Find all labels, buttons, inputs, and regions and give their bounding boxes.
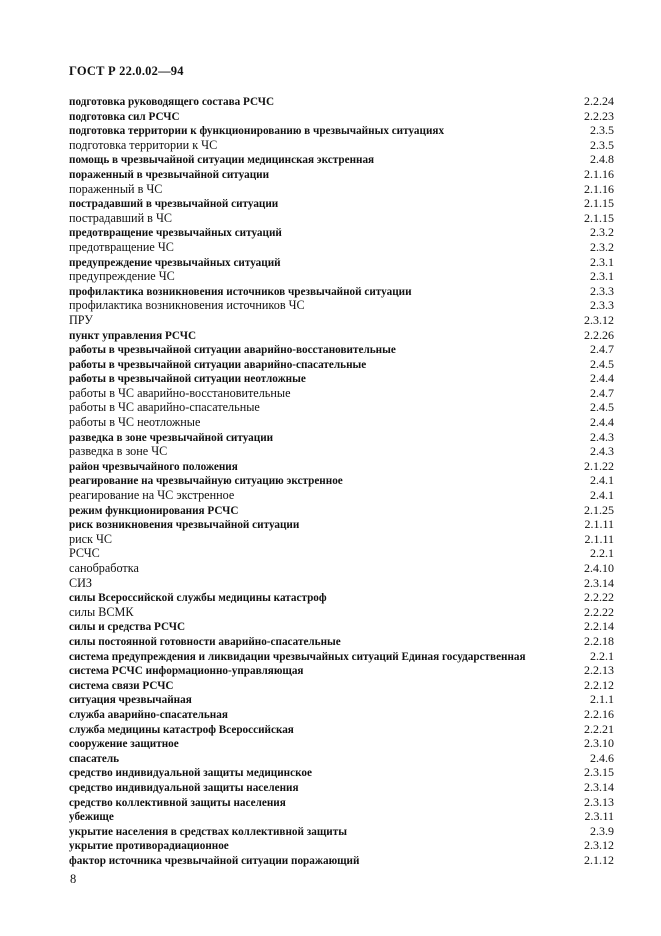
- index-term: силы ВСМК: [69, 604, 134, 619]
- index-entry: [69, 473, 614, 488]
- index-reference: 2.3.5: [590, 137, 614, 152]
- terms-index-list: [69, 94, 614, 867]
- index-reference: 2.1.15: [584, 196, 614, 211]
- index-term: РСЧС: [69, 546, 100, 561]
- index-term: район чрезвычайного положения: [69, 460, 238, 473]
- index-entry: [69, 605, 614, 620]
- index-term: пораженный в чрезвычайной ситуации: [69, 168, 270, 181]
- index-entry: [69, 196, 614, 211]
- index-entry: [69, 692, 614, 707]
- index-term: режим функционирования РСЧС: [69, 504, 239, 517]
- index-term: предупреждение ЧС: [69, 269, 175, 284]
- index-term: подготовка сил РСЧС: [69, 110, 180, 123]
- index-reference: 2.2.1: [590, 546, 614, 561]
- index-reference: 2.3.3: [590, 298, 614, 313]
- index-entry: [69, 400, 614, 415]
- index-reference: 2.4.3: [590, 444, 614, 459]
- index-entry: [69, 357, 614, 372]
- index-term: служба медицины катастроф Всероссийская: [69, 723, 294, 736]
- index-entry: [69, 707, 614, 722]
- index-term: профилактика возникновения источников ЧС: [69, 298, 305, 313]
- index-term: пункт управления РСЧС: [69, 329, 197, 342]
- index-reference: 2.2.1: [590, 648, 614, 663]
- index-reference: 2.2.21: [584, 721, 614, 736]
- index-reference: 2.1.16: [584, 181, 614, 196]
- index-reference: 2.4.5: [590, 356, 614, 371]
- index-term: санобработка: [69, 561, 139, 575]
- index-reference: 2.2.22: [584, 590, 614, 605]
- index-reference: 2.4.7: [590, 342, 614, 357]
- index-reference: 2.3.15: [584, 765, 614, 780]
- index-term: система предупреждения и ликвидации чрезвычайных ситуаций Единая государственная: [69, 650, 526, 663]
- index-reference: 2.2.22: [584, 604, 614, 619]
- index-entry: [69, 751, 614, 766]
- index-reference: 2.3.1: [590, 254, 614, 269]
- index-entry: [69, 488, 614, 503]
- index-reference: 2.4.6: [590, 750, 614, 765]
- index-term: укрытие противорадиационное: [69, 840, 229, 853]
- index-reference: 2.1.16: [584, 166, 614, 181]
- index-entry: [69, 765, 614, 780]
- index-term: риск возникновения чрезвычайной ситуации: [69, 519, 300, 532]
- index-reference: 2.2.13: [584, 663, 614, 678]
- index-entry: [69, 211, 614, 226]
- index-term: пораженный в ЧС: [69, 181, 163, 196]
- index-entry: [69, 546, 614, 561]
- index-reference: 2.3.12: [584, 312, 614, 327]
- index-reference: 2.2.16: [584, 706, 614, 721]
- index-term: сооружение защитное: [69, 738, 179, 751]
- index-term: работы в ЧС аварийно-восстановительные: [69, 385, 291, 400]
- index-reference: 2.3.2: [590, 225, 614, 240]
- index-entry: [69, 663, 614, 678]
- index-term: помощь в чрезвычайной ситуации медицинская экстренная: [69, 154, 375, 167]
- index-term: пострадавший в чрезвычайной ситуации: [69, 198, 279, 211]
- document-header: ГОСТ Р 22.0.02—94: [69, 64, 184, 78]
- page-number: 8: [70, 872, 77, 886]
- index-entry: [69, 386, 614, 401]
- index-entry: [69, 532, 614, 547]
- index-entry: [69, 619, 614, 634]
- index-entry: [69, 649, 614, 664]
- index-term: убежище: [69, 811, 114, 824]
- index-entry: [69, 284, 614, 299]
- index-reference: 2.4.7: [590, 385, 614, 400]
- index-term: силы и средства РСЧС: [69, 621, 186, 634]
- index-term: работы в чрезвычайной ситуации неотложные: [69, 373, 306, 386]
- index-reference: 2.4.4: [590, 371, 614, 386]
- index-term: работы в чрезвычайной ситуации аварийно-восстановительные: [69, 344, 396, 357]
- index-entry: [69, 809, 614, 824]
- index-term: подготовка руководящего состава РСЧС: [69, 96, 275, 108]
- index-term: реагирование на чрезвычайную ситуацию экстренное: [69, 475, 343, 488]
- index-term: фактор источника чрезвычайной ситуации поражающий: [69, 854, 360, 867]
- index-reference: 2.1.11: [584, 531, 614, 546]
- index-reference: 2.2.23: [584, 108, 614, 123]
- index-entry: [69, 255, 614, 270]
- index-entry: [69, 152, 614, 167]
- index-entry: [69, 167, 614, 182]
- index-reference: 2.1.1: [590, 692, 614, 707]
- index-reference: 2.4.5: [590, 400, 614, 415]
- index-term: спасатель: [69, 752, 120, 765]
- index-reference: 2.3.11: [584, 809, 614, 824]
- index-reference: 2.2.18: [584, 633, 614, 648]
- index-reference: 2.3.9: [590, 823, 614, 838]
- index-reference: 2.3.13: [584, 794, 614, 809]
- index-entry: [69, 576, 614, 591]
- index-entry: [69, 444, 614, 459]
- index-term: разведка в зоне чрезвычайной ситуации: [69, 431, 274, 444]
- index-entry: [69, 838, 614, 853]
- index-reference: 2.1.15: [584, 210, 614, 225]
- index-reference: 2.2.12: [584, 677, 614, 692]
- index-entry: [69, 225, 614, 240]
- index-reference: 2.1.11: [584, 517, 614, 532]
- index-term: ПРУ: [69, 312, 93, 327]
- index-entry: [69, 722, 614, 737]
- index-reference: 2.1.25: [584, 502, 614, 517]
- index-entry: [69, 182, 614, 197]
- index-entry: [69, 328, 614, 343]
- index-term: средство индивидуальной защиты населения: [69, 781, 299, 794]
- index-reference: 2.2.24: [584, 94, 614, 108]
- index-reference: 2.4.3: [590, 429, 614, 444]
- index-reference: 2.4.1: [590, 488, 614, 503]
- index-term: работы в ЧС неотложные: [69, 415, 201, 430]
- index-entry: [69, 123, 614, 138]
- index-reference: 2.3.10: [584, 736, 614, 751]
- index-entry: [69, 853, 614, 868]
- index-term: подготовка территории к функционированию в чрезвычайных ситуациях: [69, 125, 445, 138]
- index-reference: 2.4.4: [590, 415, 614, 430]
- index-reference: 2.4.1: [590, 473, 614, 488]
- index-entry: [69, 795, 614, 810]
- index-reference: 2.3.12: [584, 838, 614, 853]
- index-term: предупреждение чрезвычайных ситуаций: [69, 256, 281, 269]
- index-entry: [69, 269, 614, 284]
- index-entry: [69, 561, 614, 576]
- index-reference: 2.4.8: [590, 152, 614, 167]
- index-term: система РСЧС информационно-управляющая: [69, 665, 304, 678]
- index-term: система связи РСЧС: [69, 679, 174, 692]
- index-entry: [69, 503, 614, 518]
- index-reference: 2.3.3: [590, 283, 614, 298]
- index-entry: [69, 138, 614, 153]
- index-entry: [69, 240, 614, 255]
- index-term: ситуация чрезвычайная: [69, 694, 192, 707]
- index-reference: 2.3.1: [590, 269, 614, 284]
- index-term: служба аварийно-спасательная: [69, 708, 228, 721]
- index-entry: [69, 634, 614, 649]
- index-entry: [69, 824, 614, 839]
- index-term: риск ЧС: [69, 531, 113, 546]
- index-entry: [69, 430, 614, 445]
- index-term: силы постоянной готовности аварийно-спасательные: [69, 635, 341, 648]
- index-entry: [69, 736, 614, 751]
- index-term: силы Всероссийской службы медицины катастроф: [69, 592, 327, 605]
- index-reference: 2.1.12: [584, 852, 614, 867]
- index-entry: [69, 342, 614, 357]
- index-term: подготовка территории к ЧС: [69, 137, 218, 152]
- index-entry: [69, 415, 614, 430]
- index-reference: 2.3.2: [590, 239, 614, 254]
- index-reference: 2.3.14: [584, 575, 614, 590]
- index-entry: [69, 590, 614, 605]
- index-term: пострадавший в ЧС: [69, 210, 172, 225]
- index-term: средство коллективной защиты населения: [69, 796, 286, 809]
- index-entry: [69, 678, 614, 693]
- index-term: укрытие населения в средствах коллективной защиты: [69, 825, 347, 838]
- index-reference: 2.4.10: [584, 561, 614, 575]
- index-entry: [69, 298, 614, 313]
- index-term: реагирование на ЧС экстренное: [69, 488, 235, 503]
- index-term: СИЗ: [69, 575, 93, 590]
- index-term: профилактика возникновения источников чрезвычайной ситуации: [69, 285, 412, 298]
- index-term: работы в ЧС аварийно-спасательные: [69, 400, 260, 415]
- index-term: предотвращение чрезвычайных ситуаций: [69, 227, 282, 240]
- index-reference: 2.3.5: [590, 123, 614, 138]
- index-reference: 2.3.14: [584, 779, 614, 794]
- index-entry: [69, 94, 614, 109]
- index-reference: 2.2.26: [584, 327, 614, 342]
- index-entry: [69, 517, 614, 532]
- index-term: работы в чрезвычайной ситуации аварийно-спасательные: [69, 358, 367, 371]
- index-reference: 2.2.14: [584, 619, 614, 634]
- index-entry: [69, 780, 614, 795]
- index-entry: [69, 313, 614, 328]
- index-term: предотвращение ЧС: [69, 239, 174, 254]
- index-term: средство индивидуальной защиты медицинское: [69, 767, 312, 780]
- index-entry: [69, 459, 614, 474]
- index-entry: [69, 109, 614, 124]
- index-reference: 2.1.22: [584, 458, 614, 473]
- index-entry: [69, 371, 614, 386]
- index-term: разведка в зоне ЧС: [69, 444, 168, 459]
